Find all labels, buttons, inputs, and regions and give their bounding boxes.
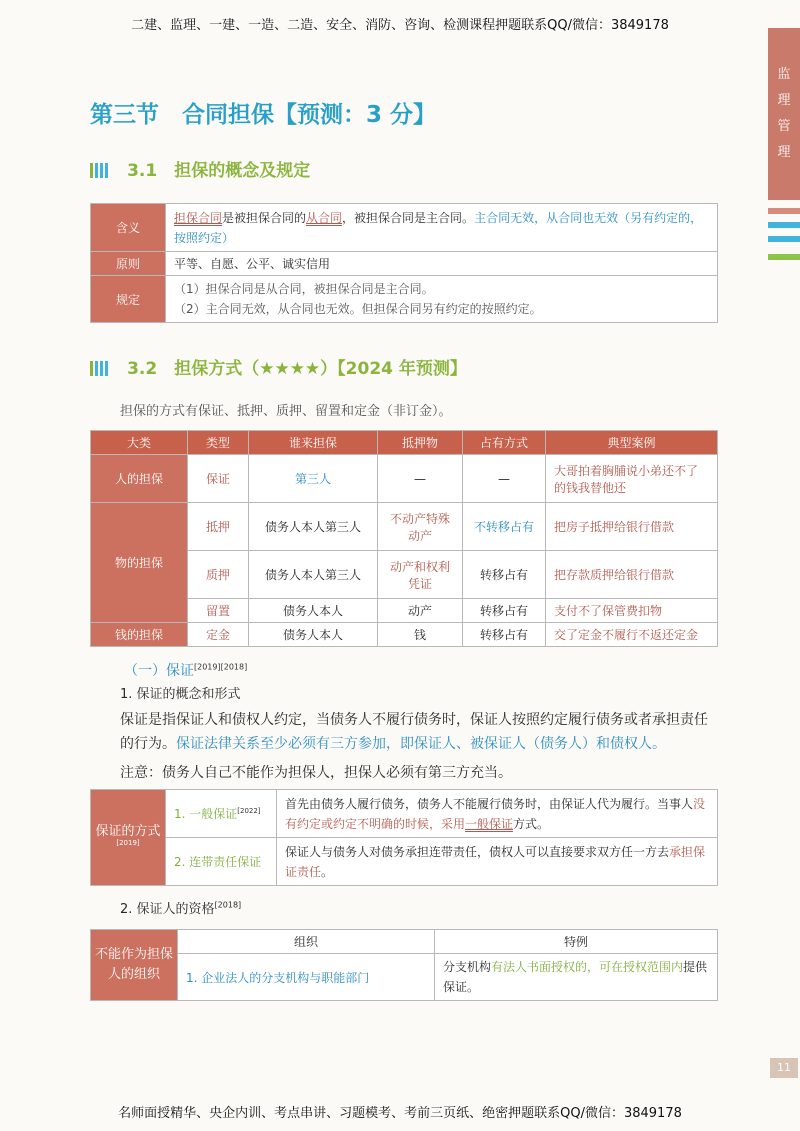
example-cell: 支付不了保管费扣物 [546, 599, 718, 623]
guarantee-heading [124, 660, 247, 680]
who-cell: 第三人 [249, 455, 378, 503]
type-cell: 2. 连带责任保证 [166, 838, 277, 886]
subsection-3-1 [90, 156, 310, 182]
example-cell: 把存款质押给银行借款 [546, 551, 718, 599]
category-cell: 物的担保 [91, 503, 188, 623]
side-stripe [768, 236, 800, 242]
type-cell: 保证 [188, 455, 249, 503]
col-header: 典型案例 [546, 431, 718, 455]
side-stripe [768, 254, 800, 260]
guarantee-paragraph [120, 708, 720, 756]
guarantee-type-table [90, 789, 718, 886]
item-cell: 钱 [378, 623, 463, 647]
desc-highlight: 没有约定或约定不明确的时候，采用 [285, 796, 706, 831]
text-span: ，被担保合同是主合同。 [342, 210, 475, 225]
item-cell: 不动产特殊动产 [378, 503, 463, 551]
example-cell: 把房子抵押给银行借款 [546, 503, 718, 551]
desc-cell [277, 838, 718, 886]
disqualified-table [90, 929, 718, 1001]
heading-text: （一）保证 [124, 663, 194, 679]
para-highlight: 保证法律关系至少必须有三方参加，即保证人、被保证人（债务人）和债权人。 [176, 736, 666, 752]
side-stripe [768, 222, 800, 228]
col-header: 组织 [178, 930, 435, 954]
year-marker: [2018] [214, 900, 242, 910]
type-cell: 留置 [188, 599, 249, 623]
regulation-line: （1）担保合同是从合同，被担保合同是主合同。 [174, 282, 434, 296]
row-label: 规定 [91, 276, 166, 323]
footer-banner: 名师面授精华、央企内训、考点串讲、习题模考、考前三页纸、绝密押题联系QQ/微信：3849178 [118, 1106, 682, 1121]
text-span: 是被担保合同的 [222, 210, 307, 225]
term: 担保合同 [174, 210, 223, 225]
row-label: 含义 [91, 204, 166, 252]
header-banner: 二建、监理、一建、一造、二造、安全、消防、咨询、检测课程押题联系QQ/微信：3849178 [131, 18, 669, 33]
col-header: 类型 [188, 431, 249, 455]
type-cell: 质押 [188, 551, 249, 599]
subsection-title: 3.2 担保方式（★★★★）【2024 年预测】 [127, 359, 467, 379]
chapter-side-tab[interactable] [768, 28, 800, 200]
page-number: 11 [770, 1058, 798, 1078]
type-cell: 定金 [188, 623, 249, 647]
mode-cell: 转移占有 [463, 599, 546, 623]
bars-icon [90, 163, 116, 182]
side-tab-char: 管 [777, 119, 791, 134]
para-title: 1. 保证的概念和形式 [120, 687, 241, 702]
desc-cell [277, 790, 718, 838]
side-tab-char: 理 [777, 93, 791, 108]
table-row [91, 455, 718, 503]
desc-text: 保证人与债务人对债务承担连带责任，债权人可以直接要求双方任一方去 [285, 844, 670, 859]
org-cell: 1. 企业法人的分支机构与职能部门 [178, 954, 435, 1001]
para-text: 保证是指保证人和债权人约定，当债务人不履行债务时，保证人按照约定履行债务或者承担责任的行为。 [120, 712, 708, 752]
col-header: 占有方式 [463, 431, 546, 455]
subsection-title: 3.1 担保的概念及规定 [127, 161, 311, 181]
mode-cell: — [463, 455, 546, 503]
mode-cell: 不转移占有 [463, 503, 546, 551]
definition-cell [166, 204, 718, 252]
principle-cell: 平等、自愿、公平、诚实信用 [166, 252, 718, 276]
desc-highlight: 承担保证责任 [285, 844, 706, 879]
methods-table [90, 430, 718, 647]
col-header: 大类 [91, 431, 188, 455]
exc-text: 分支机构 [443, 960, 492, 974]
label-text: 保证的方式 [95, 824, 161, 840]
notice-text: 注意：债务人自己不能作为担保人，担保人必须有第三方充当。 [120, 765, 512, 781]
concept-table [90, 203, 718, 323]
para-title-text: 2. 保证人的资格 [120, 902, 215, 917]
row-label: 原则 [91, 252, 166, 276]
intro-text: 担保的方式有保证、抵押、质押、留置和定金（非订金）。 [120, 404, 452, 419]
exc-highlight: 有法人书面授权的，可在授权范围内 [491, 960, 684, 974]
category-cell: 钱的担保 [91, 623, 188, 647]
mode-cell: 转移占有 [463, 551, 546, 599]
who-cell: 债务人本人 [249, 599, 378, 623]
para-title [120, 898, 241, 917]
side-tab-char: 监 [777, 67, 791, 82]
term: 从合同 [306, 210, 343, 225]
mode-cell: 转移占有 [463, 623, 546, 647]
regulation-line: （2）主合同无效，从合同也无效。但担保合同另有约定的按照约定。 [174, 302, 542, 316]
exc-text: 提供保证。 [443, 960, 708, 994]
who-cell: 债务人本人 [249, 623, 378, 647]
bars-icon [90, 361, 116, 380]
table-row [91, 623, 718, 647]
desc-text: 。 [321, 864, 334, 879]
col-header: 特例 [435, 930, 718, 954]
side-stripe [768, 208, 800, 214]
who-cell: 债务人本人第三人 [249, 551, 378, 599]
year-marker: [2022] [237, 807, 261, 815]
item-cell: 动产 [378, 599, 463, 623]
desc-text: 方式。 [513, 816, 550, 831]
example-cell: 交了定金不履行不返还定金 [546, 623, 718, 647]
regulation-cell [166, 276, 718, 323]
section-title: 第三节 合同担保【预测：3 分】 [90, 102, 437, 128]
who-cell: 债务人本人第三人 [249, 503, 378, 551]
item-cell: — [378, 455, 463, 503]
side-tab-char: 理 [777, 145, 791, 160]
col-header: 抵押物 [378, 431, 463, 455]
highlight-span: 主合同无效，从合同也无效（另有约定的，按照约定） [174, 210, 703, 245]
example-cell: 大哥拍着胸脯说小弟还不了的钱我替他还 [546, 455, 718, 503]
year-marker: [2019] [116, 839, 140, 848]
category-cell: 人的担保 [91, 455, 188, 503]
row-label [91, 790, 166, 886]
item-cell: 动产和权利凭证 [378, 551, 463, 599]
exception-cell [435, 954, 718, 1001]
year-marker: [2019][2018] [194, 662, 248, 672]
table-row [91, 503, 718, 551]
desc-text: 首先由债务人履行债务，债务人不能履行债务时，由保证人代为履行。当事人 [285, 796, 694, 811]
type-text: 1. 一般保证 [174, 807, 238, 821]
desc-term: 一般保证 [465, 816, 514, 831]
type-cell [166, 790, 277, 838]
subsection-3-2 [90, 354, 467, 380]
col-header: 谁来担保 [249, 431, 378, 455]
row-label: 不能作为担保人的组织 [91, 930, 178, 1001]
type-cell: 抵押 [188, 503, 249, 551]
